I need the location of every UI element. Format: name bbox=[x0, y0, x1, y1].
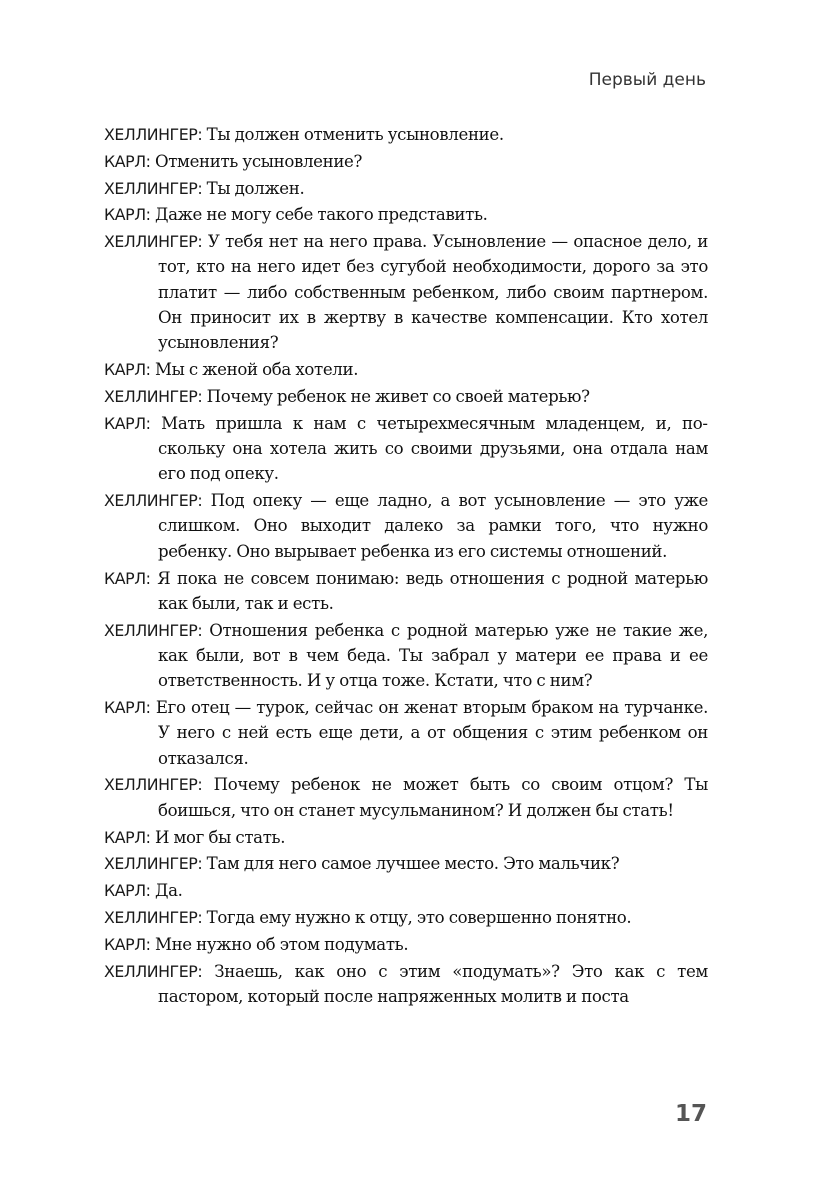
speaker-label: КАРЛ: bbox=[104, 934, 151, 954]
speaker-label: ХЕЛЛИНГЕР: bbox=[104, 491, 203, 511]
dialogue-line bbox=[104, 229, 708, 355]
dialogue-line bbox=[104, 122, 708, 147]
dialogue-line bbox=[104, 851, 708, 876]
speaker-label: ХЕЛЛИНГЕР: bbox=[104, 125, 203, 144]
speaker-label: КАРЛ: bbox=[104, 568, 151, 588]
line-text: Ты должен отменить усыновление. bbox=[206, 125, 504, 144]
line-text: Там для него самое лучшее место. Это мальчик? bbox=[206, 854, 620, 874]
running-header: Первый день bbox=[588, 70, 706, 90]
line-text: Под опеку — еще ладно, а вот усыновление — это уже слишком. Оно выходит далеко за рамки того, что нужно ребенку. Оно вырывает ребенка из его системы отношений. bbox=[158, 491, 708, 561]
line-text: Отношения ребенка с родной матерью уже не такие же, как были, вот в чем беда. Ты забрал у матери ее права и ее ответственность. И у отца тоже. Кстати, что с ним? bbox=[158, 620, 708, 691]
speaker-label: ХЕЛЛИНГЕР: bbox=[104, 775, 203, 795]
line-text: Даже не могу себе такого представить. bbox=[154, 205, 488, 225]
speaker-label: ХЕЛЛИНГЕР: bbox=[104, 178, 203, 198]
dialogue-line bbox=[104, 488, 708, 564]
dialogue-line bbox=[104, 772, 708, 823]
line-text: И мог бы стать. bbox=[154, 827, 286, 847]
speaker-label: КАРЛ: bbox=[104, 360, 151, 380]
speaker-label: КАРЛ: bbox=[104, 413, 151, 433]
line-text: Я пока не совсем понимаю: ведь отношения с родной матерью как были, так и есть. bbox=[157, 568, 708, 613]
dialogue-line bbox=[104, 618, 708, 694]
line-text: Его отец — турок, сейчас он женат вторым браком на турчанке. У него с ней есть еще дети, а от общения с этим ребенком он отказался. bbox=[155, 698, 708, 768]
line-text: Почему ребенок не может быть со своим отцом? Ты боишься, что он станет мусульманином? И должен бы стать! bbox=[158, 775, 708, 820]
dialogue-line bbox=[104, 566, 708, 617]
dialogue-line bbox=[104, 384, 708, 409]
speaker-label: КАРЛ: bbox=[104, 827, 151, 847]
dialogue-line bbox=[104, 149, 708, 174]
line-text: Тогда ему нужно к отцу, это совершенно понятно. bbox=[206, 907, 632, 927]
dialogue-line bbox=[104, 695, 708, 771]
speaker-label: ХЕЛЛИНГЕР: bbox=[104, 620, 203, 640]
speaker-label: ХЕЛЛИНГЕР: bbox=[104, 386, 203, 406]
dialogue-line bbox=[104, 411, 708, 487]
dialogue-body bbox=[104, 122, 708, 1011]
line-text: Ты должен. bbox=[206, 178, 305, 198]
line-text: Почему ребенок не живет со своей матерью? bbox=[206, 386, 590, 406]
line-text: Мне нужно об этом подумать. bbox=[154, 934, 409, 954]
speaker-label: ХЕЛЛИНГЕР: bbox=[104, 854, 203, 874]
dialogue-line bbox=[104, 202, 708, 227]
line-text: Мать пришла к нам с четырехмесячным младенцем, и, поскольку она хотела жить со своими друзьями, она отдала нам его под опеку. bbox=[158, 413, 708, 484]
speaker-label: ХЕЛЛИНГЕР: bbox=[104, 232, 203, 252]
speaker-label: ХЕЛЛИНГЕР: bbox=[104, 961, 203, 981]
dialogue-line bbox=[104, 905, 708, 930]
dialogue-line bbox=[104, 825, 708, 850]
line-text: Отменить усыновление? bbox=[154, 151, 363, 171]
speaker-label: КАРЛ: bbox=[104, 881, 151, 901]
speaker-label: КАРЛ: bbox=[104, 698, 151, 718]
page-number: 17 bbox=[674, 1101, 707, 1127]
dialogue-line bbox=[104, 878, 708, 903]
dialogue-line bbox=[104, 959, 708, 1010]
dialogue-line bbox=[104, 357, 708, 382]
speaker-label: ХЕЛЛИНГЕР: bbox=[104, 907, 203, 927]
line-text: У тебя нет на него права. Усыновление — опасное дело, и тот, кто на него идет без сугубой необходимости, дорого за это платит — либо собственным ребенком, либо своим партнером. Он приносит их в жертву в качестве компенсации. Кто хотел усыновления? bbox=[158, 232, 708, 353]
line-text: Мы с женой оба хотели. bbox=[154, 360, 359, 380]
speaker-label: КАРЛ: bbox=[104, 151, 151, 171]
speaker-label: КАРЛ: bbox=[104, 205, 151, 225]
dialogue-line bbox=[104, 176, 708, 201]
line-text: Да. bbox=[154, 881, 183, 901]
dialogue-line bbox=[104, 932, 708, 957]
line-text: Знаешь, как оно с этим «подумать»? Это как с тем пастором, который после напряженных молитв и поста bbox=[158, 961, 708, 1006]
